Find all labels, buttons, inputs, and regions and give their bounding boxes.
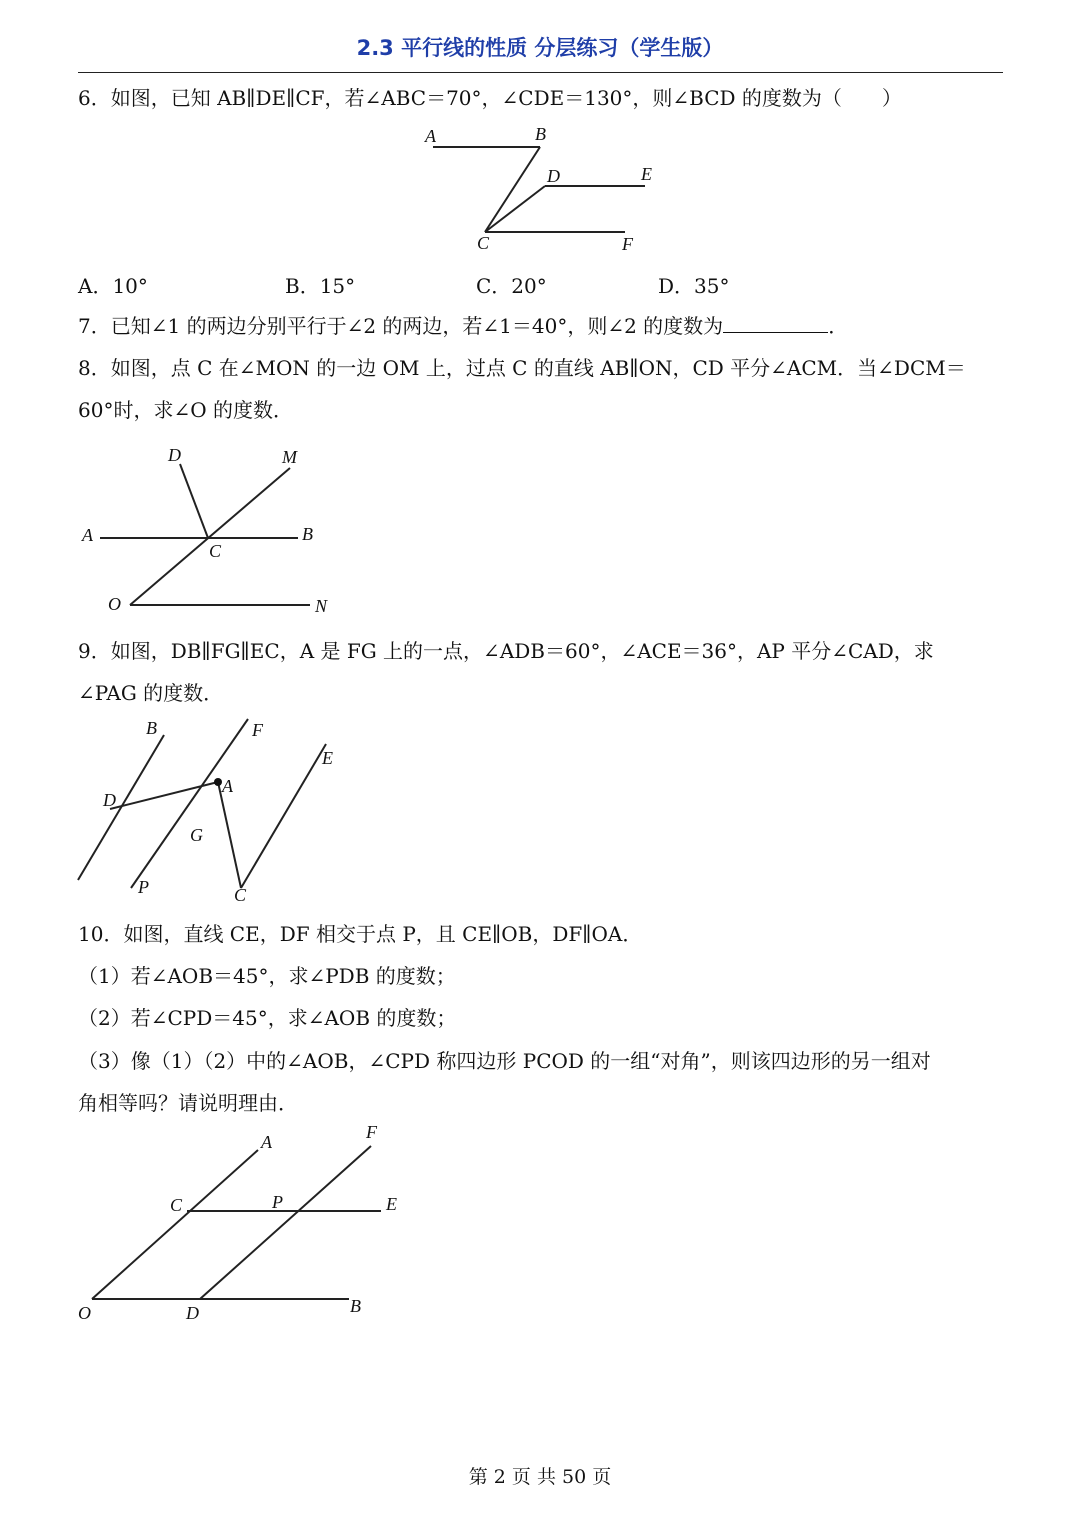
q9-line1: 9．如图，DB∥FG∥EC，A 是 FG 上的一点，∠ADB＝60°，∠ACE＝36°，AP 平分∠CAD，求	[78, 639, 934, 663]
q6-label-c: C	[477, 233, 490, 253]
q6-option-a: A．10°	[78, 274, 148, 298]
q6-option-c: C．20°	[476, 274, 547, 298]
q6-label-d: D	[547, 166, 560, 186]
q10-sub2: （2）若∠CPD＝45°，求∠AOB 的度数；	[78, 1006, 457, 1030]
q6-label-f: F	[622, 234, 633, 254]
q10-label-b: B	[350, 1296, 361, 1316]
q9-label-f: F	[252, 720, 263, 740]
q8-line2: 60°时，求∠O 的度数．	[78, 398, 293, 422]
document-header-title: 2.3 平行线的性质 分层练习（学生版）	[356, 36, 724, 60]
q9-label-c: C	[234, 885, 247, 905]
q8-figure	[78, 440, 348, 620]
q10-label-p: P	[272, 1192, 283, 1212]
q8-label-d: D	[168, 445, 181, 465]
q8-label-c: C	[209, 541, 222, 561]
q8-label-b: B	[302, 524, 313, 544]
q9-point-a	[214, 778, 222, 786]
q10-label-o: O	[78, 1303, 91, 1323]
q8-label-o: O	[108, 594, 121, 614]
q9-label-b: B	[146, 718, 157, 738]
q9-label-g: G	[190, 825, 203, 845]
q10-label-a: A	[261, 1132, 272, 1152]
q9-label-p: P	[138, 877, 149, 897]
q8-label-m: M	[282, 447, 297, 467]
q9-label-a: A	[222, 776, 233, 796]
q10-label-d: D	[186, 1303, 199, 1323]
q10-line1: 10．如图，直线 CE，DF 相交于点 P，且 CE∥OB，DF∥OA．	[78, 922, 643, 946]
q8-label-n: N	[315, 596, 328, 616]
q6-option-d: D．35°	[658, 274, 730, 298]
q7-text	[78, 312, 1008, 340]
q10-figure	[74, 1120, 414, 1325]
q8-label-a: A	[82, 525, 93, 545]
q9-label-e: E	[322, 748, 333, 768]
q7-answer-blank	[723, 312, 828, 333]
page-footer: 第 2 页 共 50 页	[468, 1466, 612, 1488]
q10-sub3-line2: 角相等吗？请说明理由．	[78, 1091, 298, 1115]
q7-text-after: ．	[828, 314, 849, 338]
q9-line2: ∠PAG 的度数．	[78, 681, 224, 705]
q9-figure	[76, 715, 346, 905]
q7-text-before: 7．已知∠1 的两边分别平行于∠2 的两边，若∠1＝40°，则∠2 的度数为	[78, 314, 724, 338]
q9-label-d: D	[103, 790, 116, 810]
q10-sub1: （1）若∠AOB＝45°，求∠PDB 的度数；	[78, 964, 456, 988]
q6-text: 6．如图，已知 AB∥DE∥CF，若∠ABC＝70°，∠CDE＝130°，则∠BCD 的度数为（ ）	[78, 86, 902, 110]
q10-sub3-line1: （3）像（1）（2）中的∠AOB，∠CPD 称四边形 PCOD 的一组“对角”，则该四边形的另一组对	[78, 1049, 931, 1073]
q8-line1: 8．如图，点 C 在∠MON 的一边 OM 上，过点 C 的直线 AB∥ON，CD 平分∠ACM．当∠DCM＝	[78, 356, 966, 380]
q6-figure	[415, 120, 652, 255]
q6-label-e: E	[641, 164, 652, 184]
header-rule	[78, 72, 1003, 73]
q6-option-b: B．15°	[285, 274, 356, 298]
q10-label-c: C	[170, 1195, 183, 1215]
q6-label-a: A	[425, 126, 436, 146]
q6-label-b: B	[535, 124, 546, 144]
q10-label-f: F	[366, 1122, 377, 1142]
q10-label-e: E	[386, 1194, 397, 1214]
